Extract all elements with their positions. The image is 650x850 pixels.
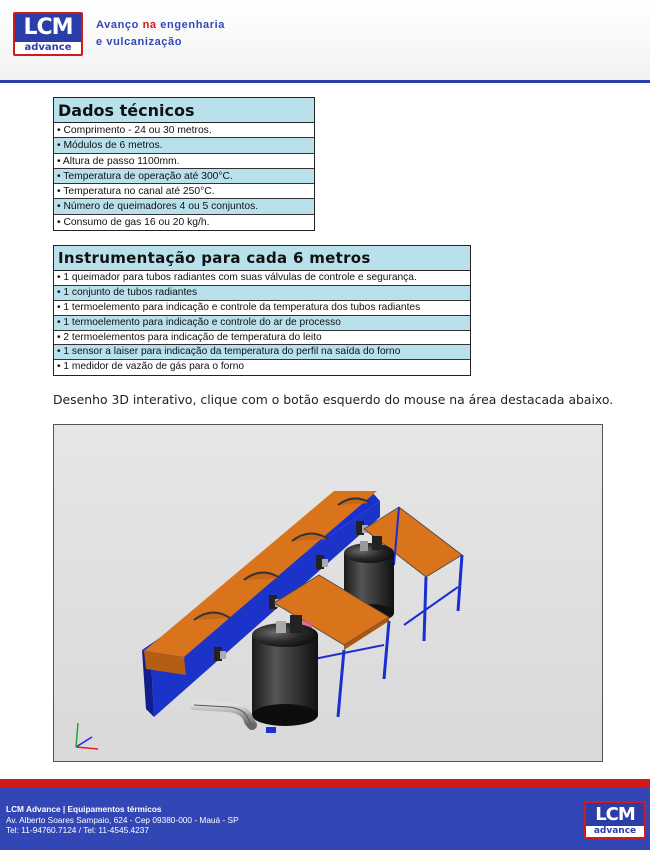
tagline-line-1	[96, 17, 225, 34]
gas-tank-front[interactable]	[252, 615, 318, 733]
technical-data-title: Dados técnicos	[54, 98, 314, 123]
table-row: • Comprimento - 24 ou 30 metros.	[54, 123, 314, 138]
table-row: • Consumo de gas 16 ou 20 kg/h.	[57, 216, 210, 228]
table-row: • 1 conjunto de tubos radiantes	[54, 286, 470, 301]
tagline-text: engenharia	[156, 19, 225, 31]
instrumentation-table	[53, 245, 471, 376]
tagline	[96, 17, 225, 51]
table-row: • 1 termoelemento para indicação e controle do ar de processo	[54, 316, 470, 331]
footer-contact	[6, 804, 239, 836]
tagline-highlight: na	[142, 19, 157, 31]
furnace-3d-drawing[interactable]	[54, 425, 602, 761]
table-row: • Temperatura no canal até 250°C.	[54, 184, 314, 199]
tagline-line-2: e vulcanização	[96, 36, 183, 48]
table-row: • 2 termoelementos para indicação de temperatura do leito	[54, 331, 470, 346]
table-row: • 1 queimador para tubos radiantes com suas válvulas de controle e segurança.	[54, 271, 470, 286]
footer-address: Av. Alberto Soares Sampaio, 624 - Cep 09380-000 - Mauá - SP	[6, 814, 239, 825]
exhaust-pipe[interactable]	[194, 705, 252, 725]
table-row: • Número de queimadores 4 ou 5 conjuntos.	[54, 199, 314, 214]
interactive-3d-viewer[interactable]	[53, 424, 603, 762]
axis-gizmo-icon	[76, 723, 98, 749]
table-row: • Módulos de 6 metros.	[54, 138, 314, 153]
table-row: • Altura de passo 1100mm.	[54, 154, 314, 169]
logo-subtitle: advance	[593, 826, 637, 836]
logo-mark: LCM	[586, 803, 644, 826]
technical-data-table	[53, 97, 315, 231]
table-row: • 1 medidor de vazão de gás para o forno	[57, 361, 245, 373]
instrumentation-title: Instrumentação para cada 6 metros	[54, 246, 470, 271]
logo-subtitle: advance	[24, 42, 72, 53]
table-row: • 1 sensor a laiser para indicação da temperatura do perfil na saída do forno	[54, 345, 470, 360]
lcm-logo	[13, 12, 83, 56]
page-header	[0, 0, 650, 83]
lcm-logo-footer	[584, 801, 646, 839]
footer-accent-bar	[0, 779, 650, 788]
table-row: • 1 termoelemento para indicação e controle da temperatura dos tubos radiantes	[54, 301, 470, 316]
footer-phone: Tel: 11-94760.7124 / Tel: 11-4545.4237	[6, 825, 150, 836]
page-footer	[0, 788, 650, 850]
tagline-text: Avanço	[96, 19, 143, 31]
table-row: • Temperatura de operação até 300°C.	[54, 169, 314, 184]
logo-mark: LCM	[15, 14, 81, 42]
viewer-caption: Desenho 3D interativo, clique com o botão esquerdo do mouse na área destacada abaixo.	[53, 392, 614, 407]
footer-company: LCM Advance | Equipamentos térmicos	[6, 804, 162, 814]
